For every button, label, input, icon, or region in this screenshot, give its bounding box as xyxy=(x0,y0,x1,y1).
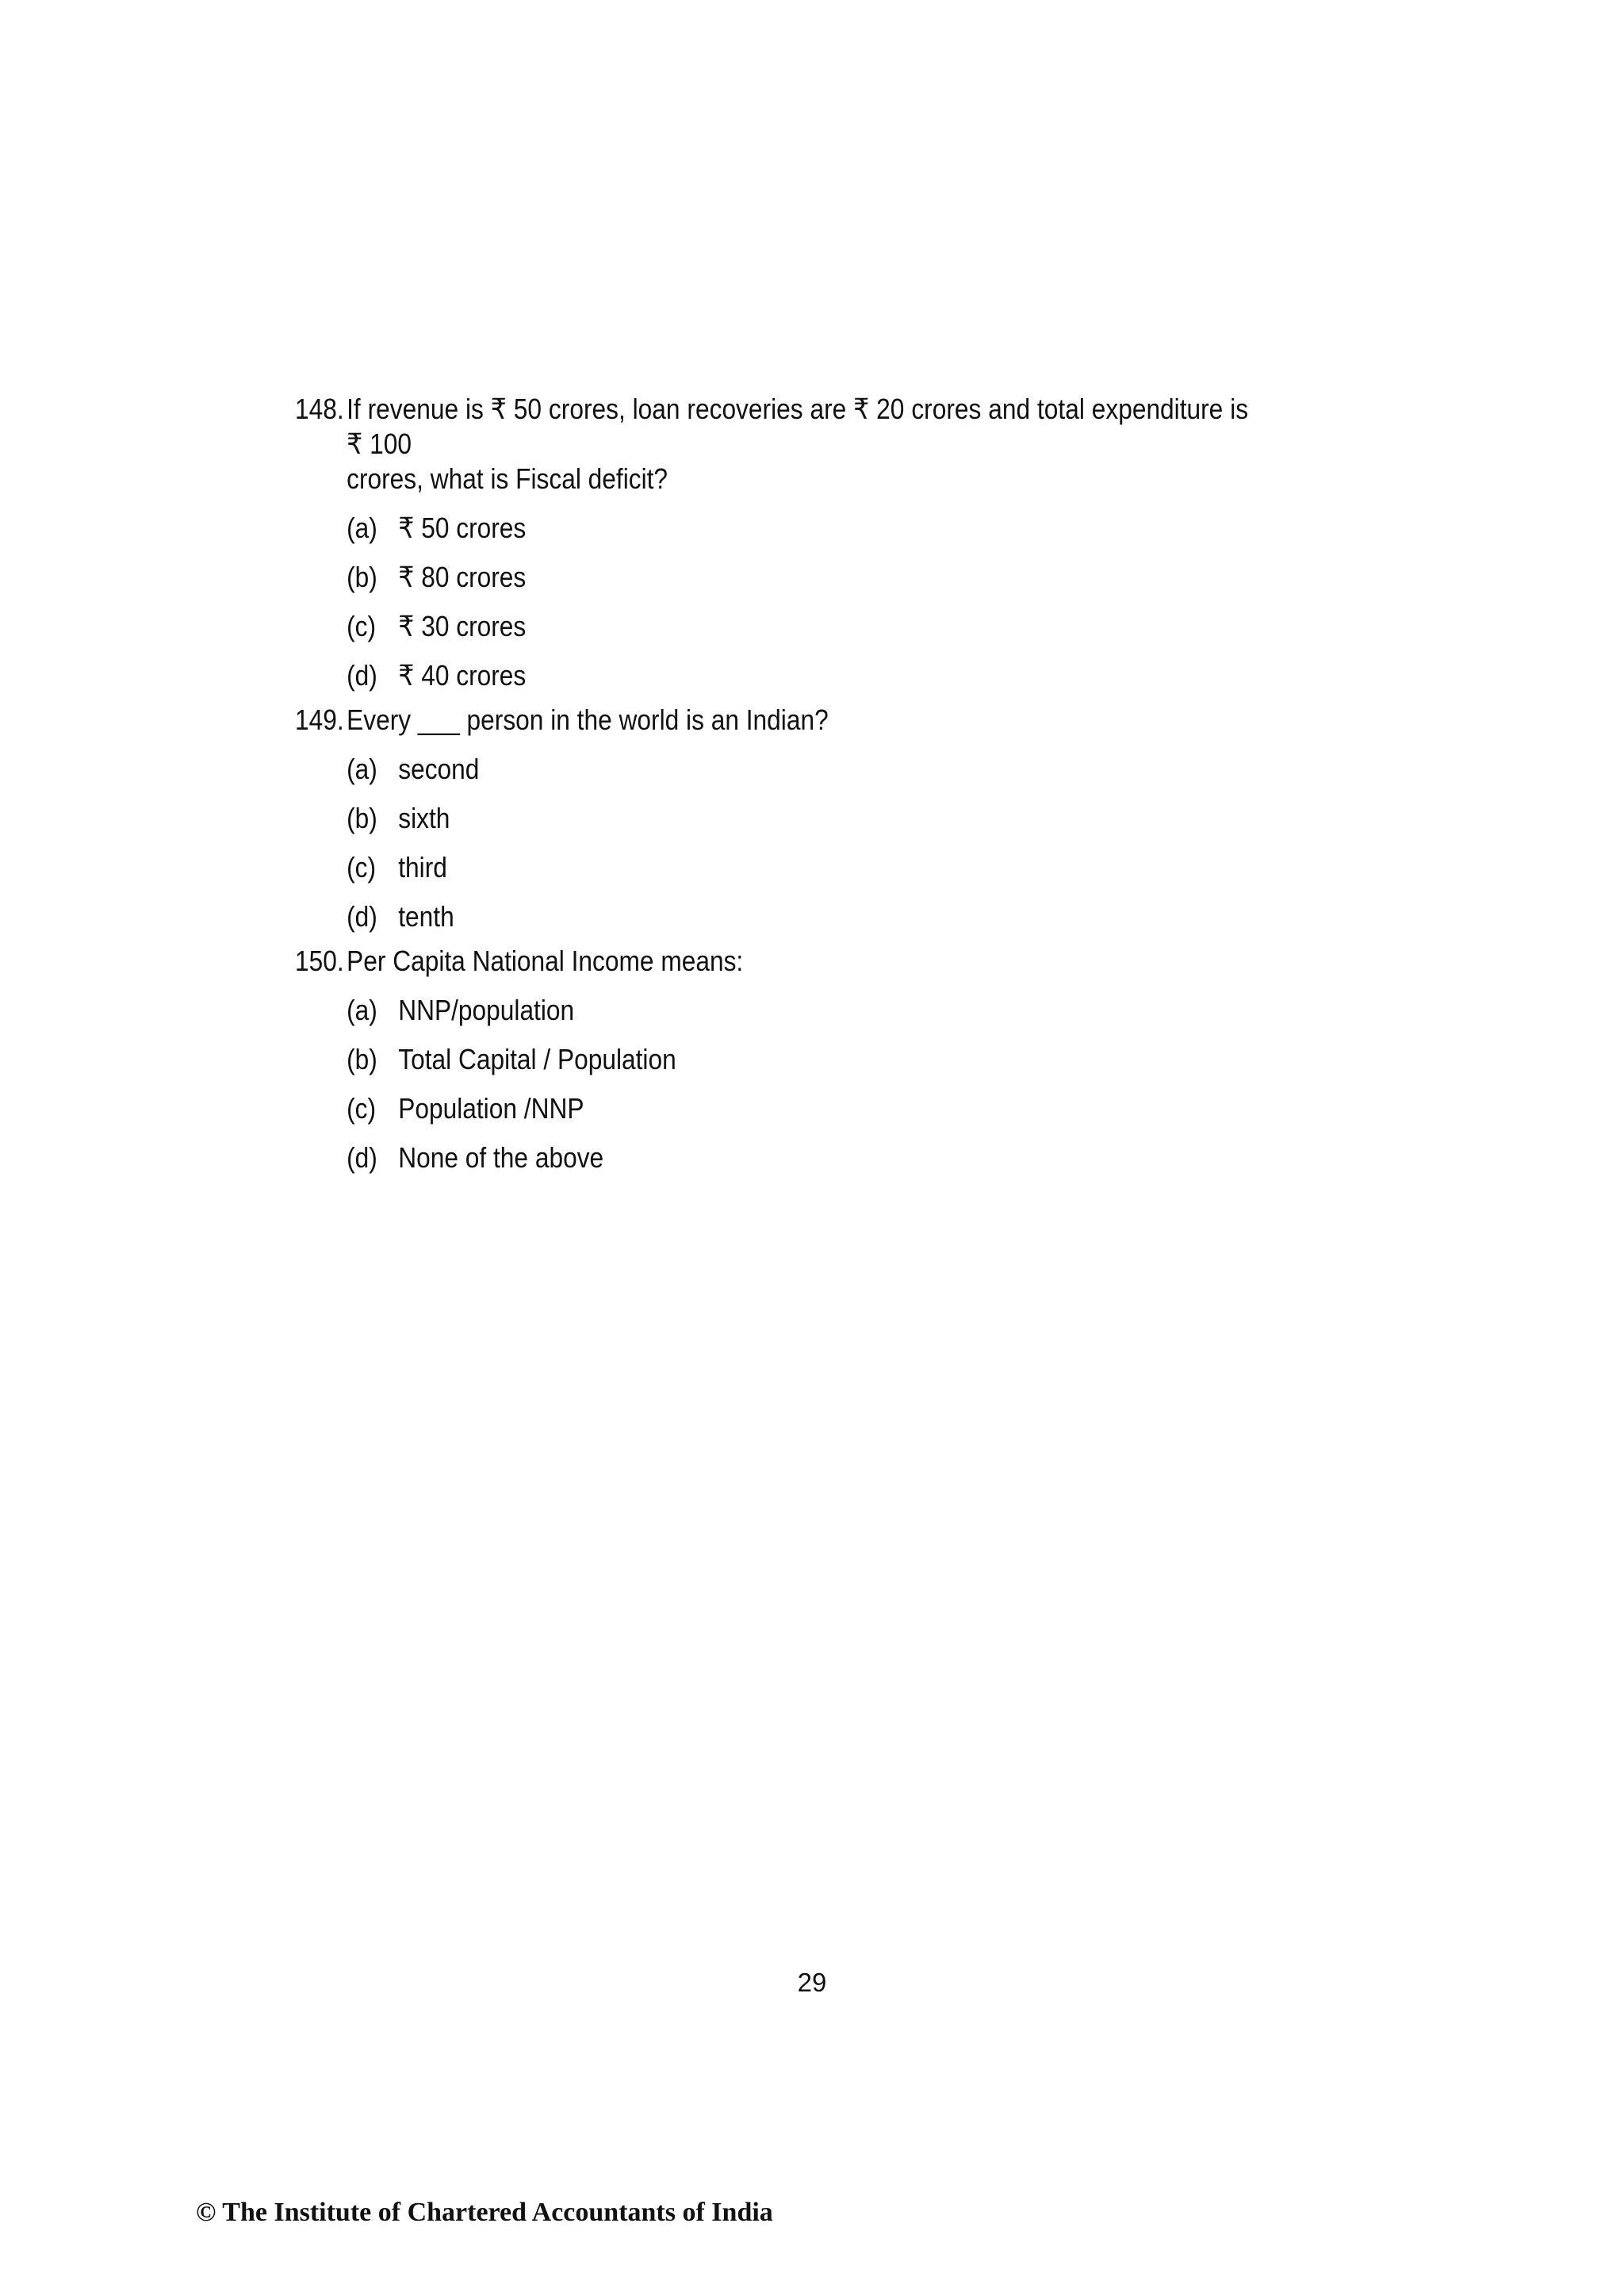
question-149 xyxy=(295,703,1255,949)
option-letter: (b) xyxy=(347,561,377,593)
option-letter: (d) xyxy=(347,659,377,692)
option-a xyxy=(295,993,1255,1042)
option-letter: (c) xyxy=(347,1092,377,1125)
option-letter: (d) xyxy=(347,900,377,933)
question-list xyxy=(295,392,1255,1190)
option-text: Population /NNP xyxy=(398,1092,584,1125)
option-text: ₹ 50 crores xyxy=(398,512,527,544)
question-text-line-2: crores, what is Fiscal deficit? xyxy=(347,462,668,495)
option-letter: (c) xyxy=(347,610,377,642)
option-d xyxy=(295,899,1255,949)
question-text xyxy=(347,392,1255,496)
option-c xyxy=(295,609,1255,658)
option-text: second xyxy=(398,753,480,785)
question-number: 149. xyxy=(295,703,344,736)
option-letter: (b) xyxy=(347,802,377,834)
question-148 xyxy=(295,392,1255,707)
option-list xyxy=(295,511,1255,707)
question-text: Per Capita National Income means: xyxy=(347,945,744,977)
question-text: Every ___ person in the world is an Indian? xyxy=(347,703,829,736)
option-text: NNP/population xyxy=(398,994,575,1026)
option-text: sixth xyxy=(398,802,450,834)
question-number: 148. xyxy=(295,393,344,425)
page-number: 29 xyxy=(797,1968,827,1997)
option-letter: (d) xyxy=(347,1141,377,1174)
option-d xyxy=(295,658,1255,707)
option-b xyxy=(295,1042,1255,1091)
option-a xyxy=(295,752,1255,801)
option-a xyxy=(295,511,1255,560)
option-text: third xyxy=(398,851,447,884)
question-150 xyxy=(295,944,1255,1190)
option-c xyxy=(295,850,1255,899)
option-c xyxy=(295,1091,1255,1140)
option-text: ₹ 40 crores xyxy=(398,659,527,692)
question-text-line-1: If revenue is ₹ 50 crores, loan recoveries are ₹ 20 crores and total expenditure is ₹ 100 xyxy=(347,393,1249,460)
option-b xyxy=(295,560,1255,609)
option-text: Total Capital / Population xyxy=(398,1043,676,1075)
option-d xyxy=(295,1140,1255,1190)
option-text: None of the above xyxy=(398,1141,604,1174)
option-b xyxy=(295,801,1255,850)
question-number: 150. xyxy=(295,945,344,977)
option-text: tenth xyxy=(398,900,454,933)
option-text: ₹ 80 crores xyxy=(398,561,527,593)
option-list xyxy=(295,993,1255,1190)
option-list xyxy=(295,752,1255,949)
option-letter: (b) xyxy=(347,1043,377,1075)
option-letter: (a) xyxy=(347,994,377,1026)
copyright-footer: © The Institute of Chartered Accountants of India xyxy=(196,2198,773,2227)
option-letter: (c) xyxy=(347,851,377,884)
option-letter: (a) xyxy=(347,512,377,544)
option-letter: (a) xyxy=(347,753,377,785)
option-text: ₹ 30 crores xyxy=(398,610,527,642)
